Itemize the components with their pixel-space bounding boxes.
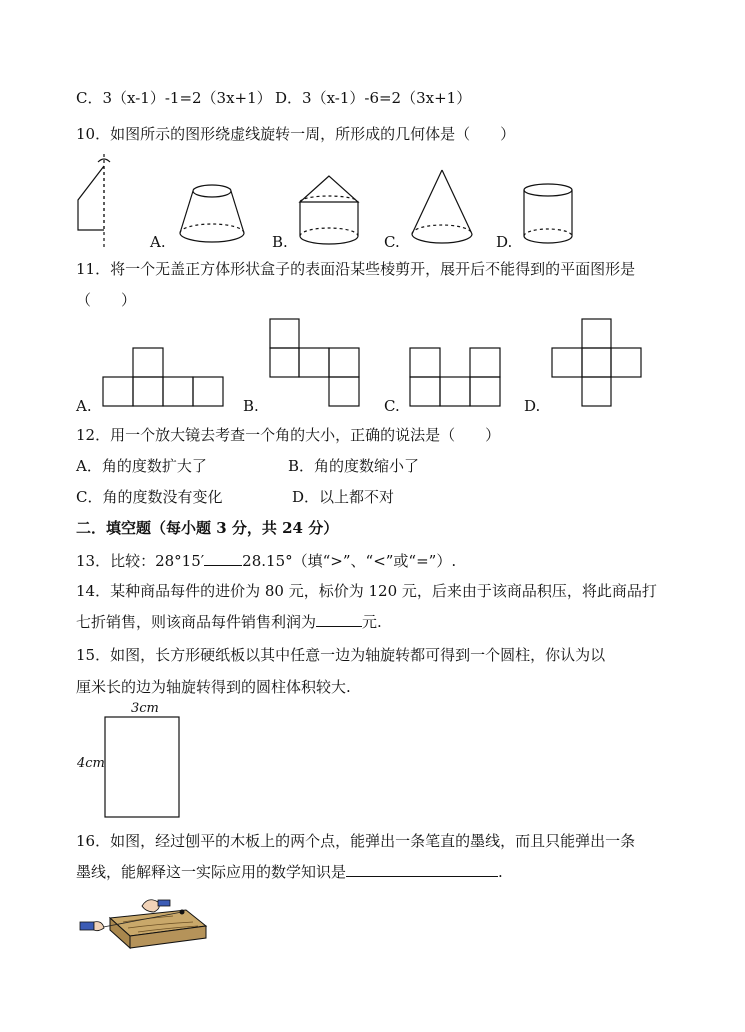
q15-line2: 厘米长的边为轴旋转得到的圆柱体积较大. — [76, 678, 351, 696]
q10-option-d: D. — [496, 233, 513, 251]
q12-option-d: D．以上都不对 — [292, 488, 395, 506]
q10-cylinder-figure — [522, 182, 574, 248]
q10-question: 10．如图所示的图形绕虚线旋转一周，所形成的几何体是（ ） — [76, 125, 516, 143]
q15-rectangle-figure — [105, 717, 181, 819]
q9-option-d: D．3（x-1）-6=2（3x+1） — [275, 89, 472, 107]
q13-suffix: 28.15°（填“>”、“<”或“=”）. — [242, 552, 457, 570]
q10-cone-figure — [410, 168, 474, 248]
q10-option-c: C. — [384, 233, 400, 251]
q16-answer-blank[interactable] — [346, 862, 498, 877]
q11-net-d-figure — [552, 319, 642, 407]
q14-suffix: 元. — [362, 613, 382, 631]
q14-line1: 14．某种商品每件的进价为 80 元，标价为 120 元，后来由于该商品积压，将此商品打 — [76, 582, 657, 600]
q13-answer-blank[interactable] — [204, 551, 242, 566]
q11-option-b: B. — [243, 397, 259, 415]
q14-prefix: 七折销售，则该商品每件销售利润为 — [76, 613, 317, 631]
q16-suffix: . — [498, 863, 503, 881]
q11-answer-paren: （ ） — [76, 291, 137, 309]
q11-net-a-figure — [103, 348, 223, 408]
q15-height-label: 4cm — [77, 756, 105, 771]
q16-line2 — [76, 862, 503, 882]
q12-option-b: B．角的度数缩小了 — [288, 457, 420, 475]
q13-prefix: 13．比较：28°15′ — [76, 552, 205, 570]
q16-line1: 16．如图，经过刨平的木板上的两个点，能弹出一条笔直的墨线，而且只能弹出一条 — [76, 832, 636, 850]
q11-option-a: A. — [76, 397, 92, 415]
q11-option-c: C. — [384, 397, 400, 415]
q12-option-c: C．角的度数没有变化 — [76, 488, 223, 506]
q11-option-d: D. — [524, 397, 541, 415]
q11-net-b-figure — [270, 319, 360, 407]
q13-question — [76, 551, 456, 571]
q12-question: 12．用一个放大镜去考查一个角的大小，正确的说法是（ ） — [76, 426, 501, 444]
q11-question: 11．将一个无盖正方体形状盒子的表面沿某些棱剪开，展开后不能得到的平面图形是 — [76, 260, 636, 278]
q12-option-a: A．角的度数扩大了 — [76, 457, 207, 475]
q15-line1: 15．如图，长方形硬纸板以其中任意一边为轴旋转都可得到一个圆柱，你认为以 — [76, 646, 606, 664]
q16-wooden-board-illustration — [78, 892, 208, 952]
q16-prefix: 墨线，能解释这一实际应用的数学知识是 — [76, 863, 347, 881]
q10-option-b: B. — [272, 233, 288, 251]
section-title-fill-in: 二．填空题（每小题 3 分，共 24 分） — [76, 519, 339, 537]
q11-net-c-figure — [410, 348, 500, 408]
q10-cone-cylinder-figure — [298, 174, 360, 248]
q9-option-c: C．3（x-1）-1=2（3x+1） — [76, 89, 272, 107]
q10-frustum-figure — [178, 183, 246, 245]
q15-width-label: 3cm — [131, 701, 159, 716]
q14-line2 — [76, 612, 382, 632]
q10-rotation-figure — [74, 152, 114, 252]
q14-answer-blank[interactable] — [316, 612, 362, 627]
q10-option-a: A. — [150, 233, 166, 251]
